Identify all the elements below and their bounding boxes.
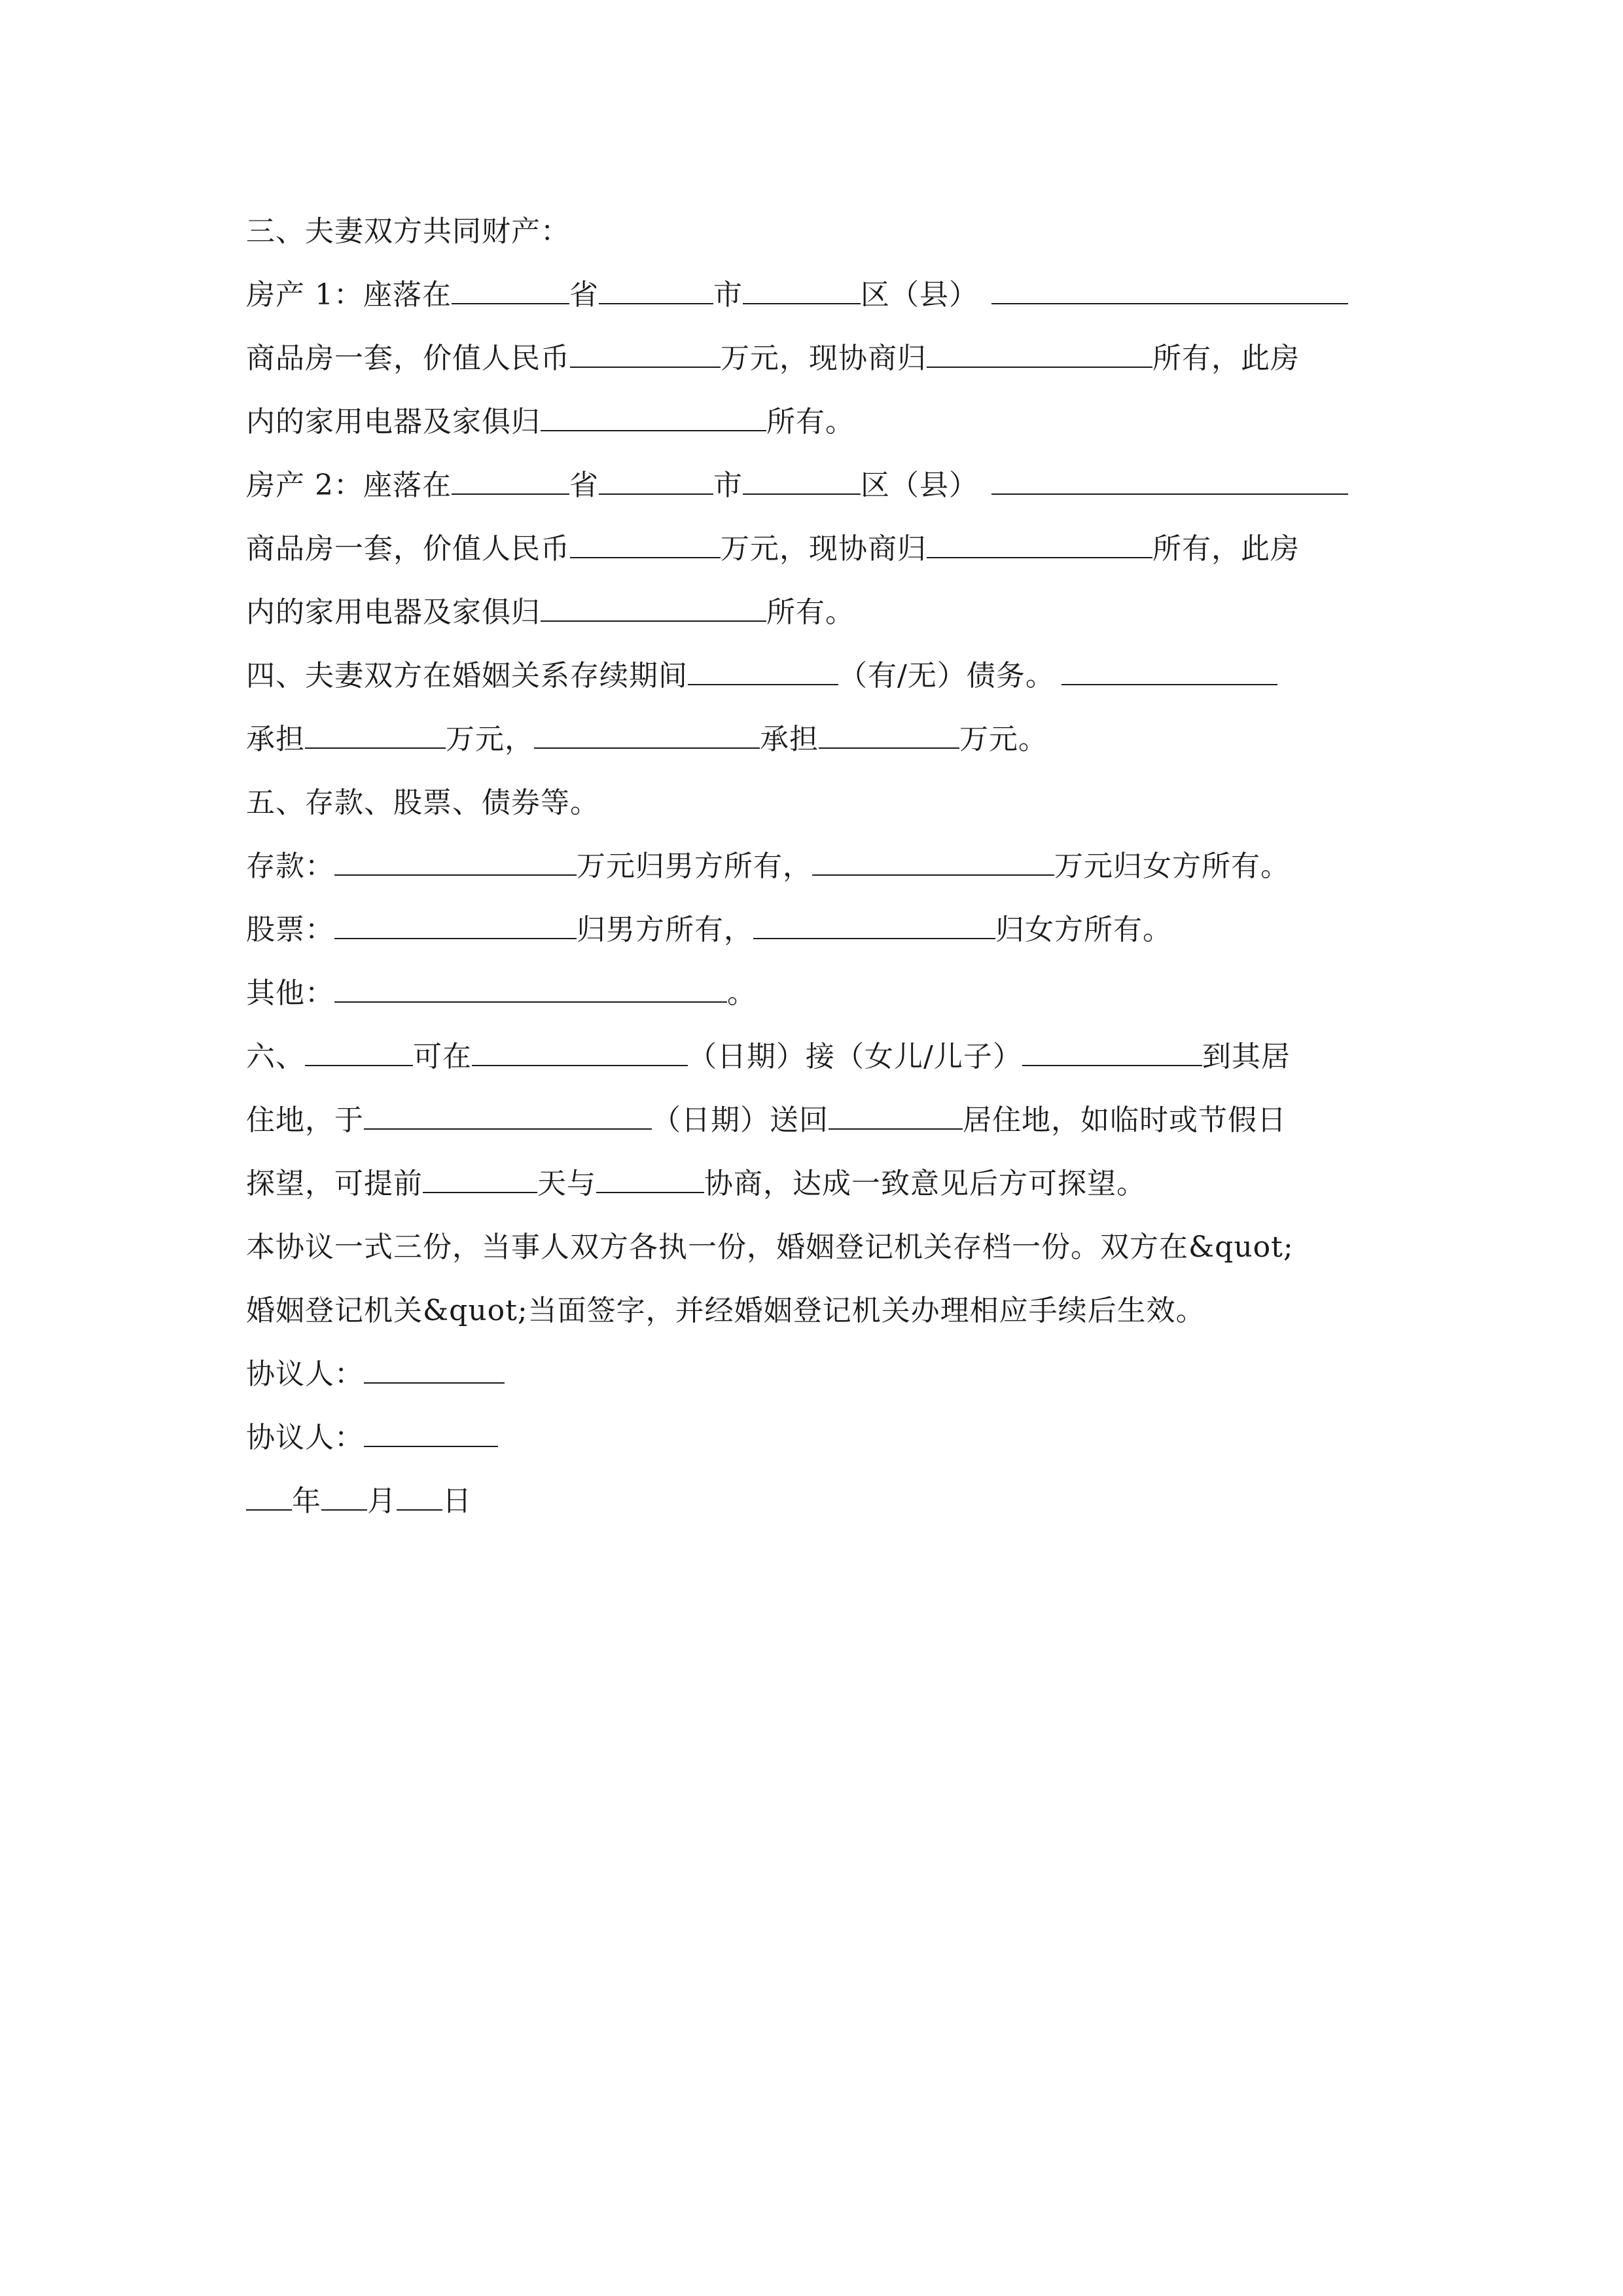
amount2-blank[interactable] (819, 725, 959, 749)
signature-line-2 (246, 1406, 1398, 1469)
value-label: 商品房一套，价值人民币 (246, 532, 570, 565)
appliances-owner-blank[interactable] (541, 408, 766, 431)
closing-text-1: 本协议一式三份，当事人双方各执一份，婚姻登记机关存档一份。双方在&quot; (246, 1230, 1294, 1264)
party1-signature-blank[interactable] (364, 1360, 505, 1384)
value-label: 商品房一套，价值人民币 (246, 342, 570, 375)
appliances-suffix: 所有。 (766, 405, 855, 439)
property2-location-line (246, 454, 1398, 517)
district-blank[interactable] (743, 281, 861, 304)
deposit-male-label: 万元归男方所有， (577, 850, 812, 883)
city-label: 市 (713, 278, 743, 312)
closing-line-2 (246, 1279, 1398, 1342)
property1-location-line (246, 263, 1398, 327)
closing-line-1 (246, 1215, 1398, 1279)
property1-appliances-line (246, 390, 1398, 454)
property2-location-label: 房产 2：座落在 (246, 469, 452, 502)
year-blank[interactable] (246, 1487, 292, 1511)
date-line (246, 1469, 1398, 1533)
days-blank[interactable] (423, 1170, 537, 1193)
bear-label: 承担 (246, 723, 305, 756)
district-label: 区（县） (860, 469, 978, 502)
section5-heading-text: 五、存款、股票、债券等。 (246, 786, 599, 819)
section6-visit-line (246, 1152, 1398, 1215)
year-label: 年 (292, 1484, 321, 1518)
negotiate-label: 协商，达成一致意见后方可探望。 (704, 1167, 1146, 1200)
section5-heading (246, 771, 1398, 834)
amount2-unit: 万元。 (959, 723, 1048, 756)
district-blank[interactable] (743, 471, 861, 495)
month-blank[interactable] (321, 1487, 367, 1511)
return-label: （日期）送回 (652, 1103, 829, 1137)
appliances-label: 内的家用电器及家俱归 (246, 405, 541, 439)
deposit-line (246, 834, 1398, 898)
agreement-body (246, 200, 1398, 1533)
signature-line-1 (246, 1342, 1398, 1406)
bear2-label: 承担 (760, 723, 819, 756)
party1-label: 协议人： (246, 1357, 364, 1391)
stock-female-label: 归女方所有。 (995, 913, 1172, 946)
property1-location-label: 房产 1：座落在 (246, 278, 452, 312)
city-label: 市 (713, 469, 743, 502)
stock-male-blank[interactable] (334, 916, 577, 939)
visit-advance-label: 探望，可提前 (246, 1167, 423, 1200)
pickup-child-label: （日期）接（女儿/儿子） (688, 1040, 1022, 1073)
address-blank[interactable] (991, 471, 1348, 495)
child-name-blank[interactable] (1022, 1043, 1202, 1066)
property1-value-line (246, 327, 1398, 390)
closing-text-2: 婚姻登记机关&quot;当面签字，并经婚姻登记机关办理相应手续后生效。 (246, 1294, 1205, 1327)
deposit-female-label: 万元归女方所有。 (1054, 850, 1290, 883)
address-blank[interactable] (991, 281, 1348, 304)
province-label: 省 (569, 469, 599, 502)
other-line (246, 961, 1398, 1025)
party2-signature-blank[interactable] (364, 1424, 498, 1447)
city-blank[interactable] (599, 471, 713, 495)
debtor1-blank[interactable] (1061, 662, 1277, 685)
stock-female-blank[interactable] (753, 916, 995, 939)
district-label: 区（县） (860, 278, 978, 312)
ownership-label: 所有，此房 (1152, 532, 1300, 565)
stock-line (246, 898, 1398, 961)
amount1-blank[interactable] (305, 725, 446, 749)
days-with-label: 天与 (537, 1167, 596, 1200)
owner-blank[interactable] (927, 535, 1152, 558)
owner-label: 万元，现协商归 (721, 342, 927, 375)
province-blank[interactable] (452, 471, 569, 495)
section3-heading-text: 三、夫妻双方共同财产： (246, 215, 570, 248)
may-at-label: 可在 (413, 1040, 472, 1073)
appliances-label: 内的家用电器及家俱归 (246, 596, 541, 629)
deposit-female-blank[interactable] (812, 852, 1054, 876)
other-blank[interactable] (334, 979, 727, 1003)
province-blank[interactable] (452, 281, 569, 304)
owner-blank[interactable] (927, 344, 1152, 368)
ownership-label: 所有，此房 (1152, 342, 1300, 375)
return-date-blank[interactable] (364, 1106, 652, 1130)
appliances-suffix: 所有。 (766, 596, 855, 629)
appliances-owner-blank[interactable] (541, 598, 766, 622)
section6-label: 六、 (246, 1040, 305, 1073)
debtor2-blank[interactable] (534, 725, 760, 749)
amount1-unit: 万元， (446, 723, 534, 756)
value-blank[interactable] (570, 344, 721, 368)
property2-value-line (246, 517, 1398, 581)
other-suffix: 。 (727, 977, 757, 1010)
section3-heading (246, 200, 1398, 263)
holiday-label: 居住地，如临时或节假日 (963, 1103, 1287, 1137)
stock-male-label: 归男方所有， (577, 913, 753, 946)
visitor-blank[interactable] (305, 1043, 413, 1066)
debt-status-blank[interactable] (688, 662, 838, 685)
month-label: 月 (367, 1484, 397, 1518)
city-blank[interactable] (599, 281, 713, 304)
other-label: 其他： (246, 977, 334, 1010)
deposit-male-blank[interactable] (334, 852, 577, 876)
stock-label: 股票： (246, 913, 334, 946)
debt-label: 四、夫妻双方在婚姻关系存续期间 (246, 659, 688, 692)
section6-pickup-line (246, 1025, 1398, 1088)
value-blank[interactable] (570, 535, 721, 558)
to-residence-label: 到其居 (1202, 1040, 1291, 1073)
day-label: 日 (442, 1484, 472, 1518)
party2-label: 协议人： (246, 1421, 364, 1454)
province-label: 省 (569, 278, 599, 312)
section4-debt-line (246, 644, 1398, 708)
debt-status-label: （有/无）债务。 (838, 659, 1055, 692)
return-party-blank[interactable] (829, 1106, 963, 1130)
owner-label: 万元，现协商归 (721, 532, 927, 565)
deposit-label: 存款： (246, 850, 334, 883)
pickup-date-blank[interactable] (472, 1043, 688, 1066)
section4-bearing-line (246, 708, 1398, 771)
residence-label: 住地，于 (246, 1103, 364, 1137)
day-blank[interactable] (397, 1487, 442, 1511)
negotiate-party-blank[interactable] (596, 1170, 704, 1193)
section6-return-line (246, 1088, 1398, 1152)
property2-appliances-line (246, 581, 1398, 644)
